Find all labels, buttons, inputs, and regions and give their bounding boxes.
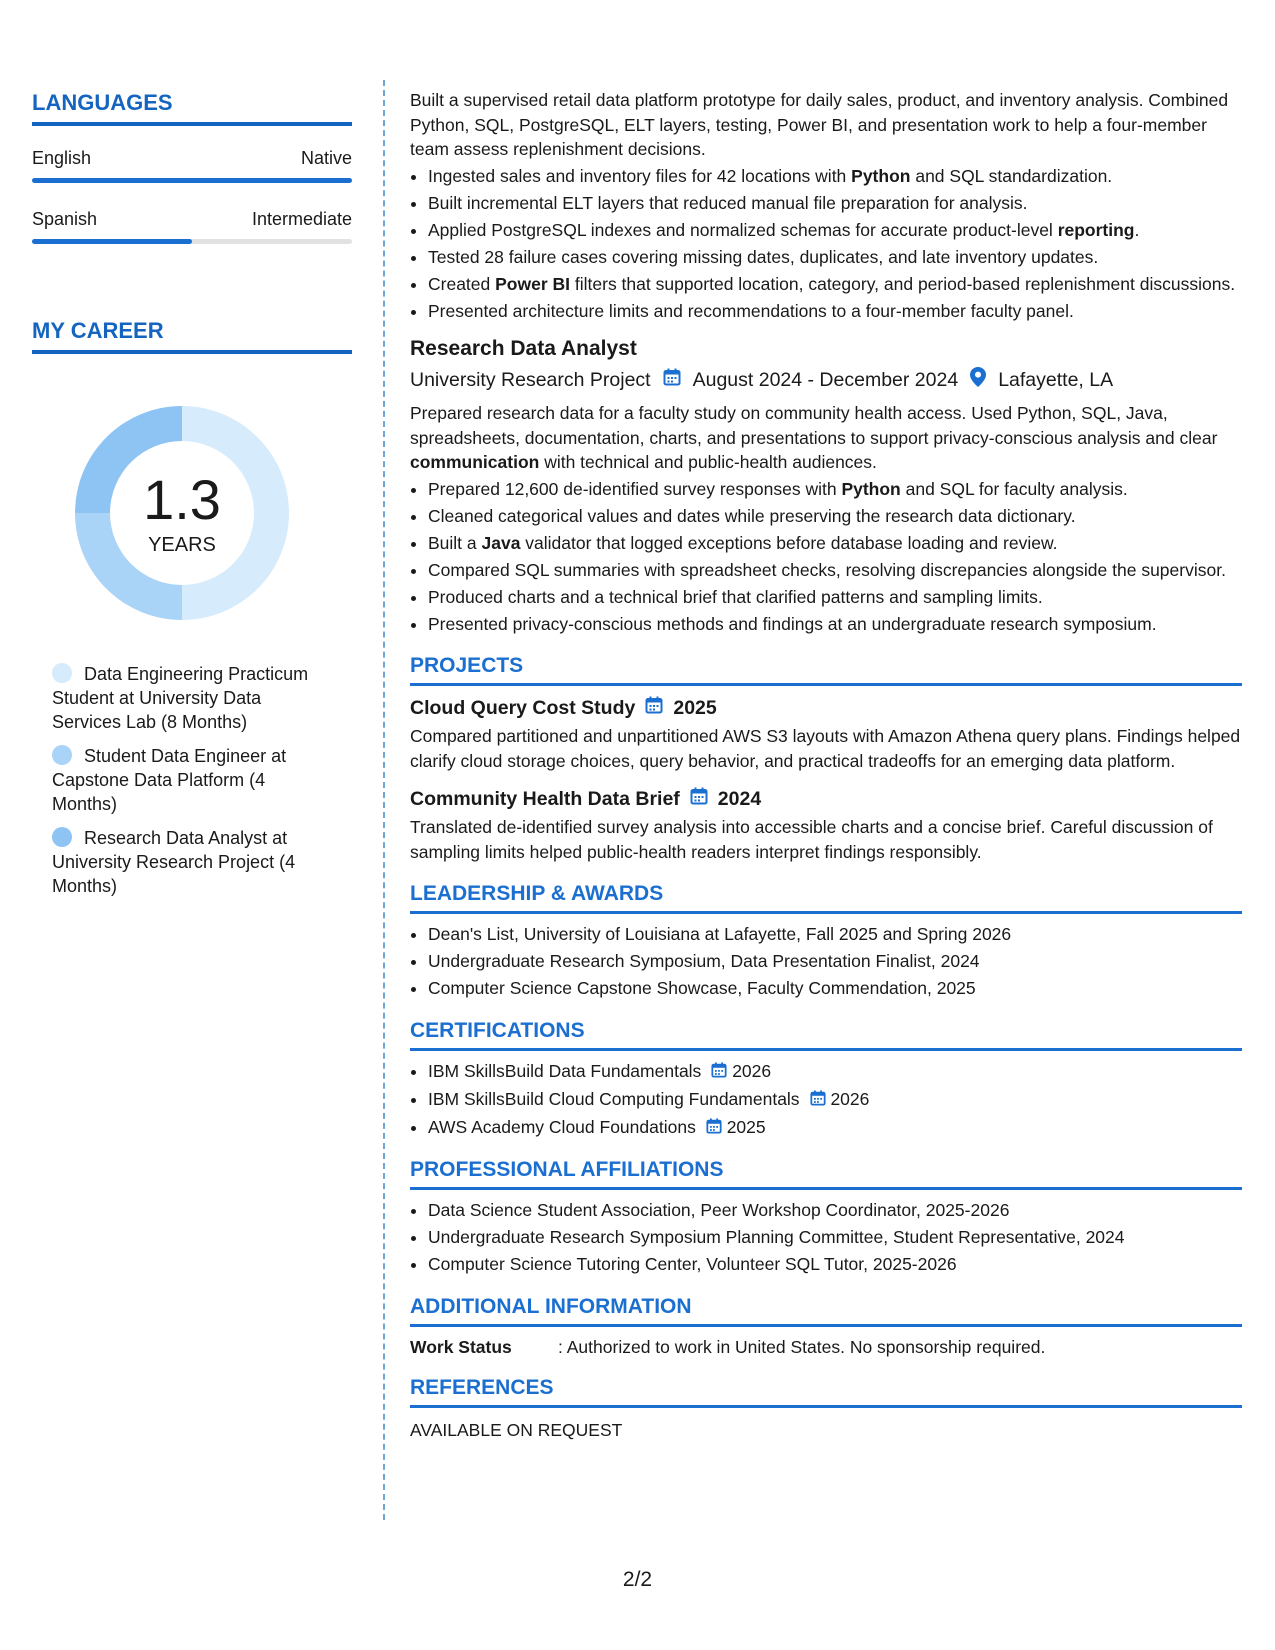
additional-info-key: Work Status (410, 1336, 512, 1357)
bullet-text: Cleaned categorical values and dates while preserving the research data dictionary. (428, 505, 1076, 526)
affiliations-title: PROFESSIONAL AFFILIATIONS (410, 1158, 1242, 1190)
project-description: Compared partitioned and unpartitioned AWS S3 layouts with Amazon Athena query plans. Findings helped clarify cloud storage choices, query behavior, and practical tradeoffs for an emerging data platform. (410, 726, 1241, 771)
bullet-text: Created (428, 273, 496, 294)
job-bullets (410, 477, 1242, 637)
calendar-icon (810, 1088, 826, 1113)
awards-list (410, 922, 1242, 1001)
additional-info-title: ADDITIONAL INFORMATION (410, 1295, 1242, 1327)
bullet-bold: Python (841, 478, 901, 499)
job-meta (410, 367, 1242, 393)
job-description (410, 401, 1242, 475)
bullet-text: Built incremental ELT layers that reduced manual file preparation for analysis. (428, 192, 1028, 213)
list-item: • Computer Science Capstone Showcase, Faculty Commendation, 2025 (428, 976, 1242, 1001)
career-total: 1.3 (143, 468, 221, 531)
additional-info-value: : Authorized to work in United States. No sponsorship required. (558, 1336, 1046, 1357)
bullet-text: . (1134, 219, 1140, 240)
bullet-bold: Power BI (495, 273, 571, 294)
projects-title: PROJECTS (410, 654, 1242, 686)
references-title: REFERENCES (410, 1376, 1242, 1408)
bullet-text: filters that supported location, category, and period-based replenishment discussions. (570, 273, 1236, 294)
career-item-text: Data Engineering Practicum Student at University Data Services Lab (8 Months) (52, 664, 309, 732)
bullet-text: Presented architecture limits and recommendations to a four-member faculty panel. (428, 300, 1074, 321)
career-list (32, 662, 352, 898)
job-org: University Research Project (410, 368, 651, 391)
bullet-bold: Python (851, 165, 911, 186)
project-title: Cloud Query Cost Study (410, 696, 636, 719)
bullet-text: Ingested sales and inventory files for 42 locations with (428, 165, 852, 186)
bullet-bold: reporting (1057, 219, 1135, 240)
list-item (428, 299, 1242, 324)
language-item (32, 209, 352, 244)
bullet-text: Presented privacy-conscious methods and findings at an undergraduate research symposium. (428, 613, 1157, 634)
list-item (428, 477, 1242, 502)
language-name: Spanish (32, 209, 98, 229)
list-item (428, 272, 1242, 297)
affiliations-list (410, 1198, 1242, 1277)
project-description: Translated de-identified survey analysis into accessible charts and a concise brief. Careful discussion of sampling limits helped public-health readers interpret findings responsibly. (410, 817, 1213, 862)
intro-bullets (410, 164, 1242, 324)
references-value: AVAILABLE ON REQUEST (410, 1419, 623, 1440)
cert-name: IBM SkillsBuild Data Fundamentals (428, 1060, 702, 1081)
bullet-text: Tested 28 failure cases covering missing dates, duplicates, and late inventory updates. (428, 246, 1099, 267)
intro-paragraph: Built a supervised retail data platform prototype for daily sales, product, and inventory analysis. Combined Python, SQL, PostgreSQL, ELT layers, testing, Power BI, and presentation work to help a four-member team assess replenishment decisions. (410, 90, 1229, 159)
cert-year: 2025 (726, 1116, 766, 1137)
list-item (428, 558, 1242, 583)
list-item: • Computer Science Tutoring Center, Volunteer SQL Tutor, 2025-2026 (428, 1252, 1242, 1277)
list-item: • Undergraduate Research Symposium, Data Presentation Finalist, 2024 (428, 949, 1242, 974)
career-donut (67, 398, 297, 628)
language-item (32, 148, 352, 183)
awards-title: LEADERSHIP & AWARDS (410, 882, 1242, 914)
bullet-text: Compared SQL summaries with spreadsheet checks, resolving discrepancies alongside the supervisor. (428, 559, 1226, 580)
career-dot-icon (52, 663, 72, 683)
career-item-text: Research Data Analyst at University Research Project (4 Months) (52, 828, 296, 896)
list-item: • Data Science Student Association, Peer Workshop Coordinator, 2025-2026 (428, 1198, 1242, 1223)
career-item-text: Student Data Engineer at Capstone Data Platform (4 Months) (52, 746, 287, 814)
career-unit: YEARS (148, 534, 216, 556)
bullet-bold: Java (481, 532, 521, 553)
calendar-icon (663, 368, 681, 392)
job-location: Lafayette, LA (998, 368, 1114, 391)
language-level: Native (300, 148, 352, 168)
language-bar (32, 178, 352, 183)
certifications-list (410, 1059, 1242, 1141)
bullet-text: Prepared 12,600 de-identified survey responses with (428, 478, 842, 499)
calendar-icon (690, 787, 708, 811)
bullet-text: Built a (428, 532, 482, 553)
list-item (428, 218, 1242, 243)
column-divider (383, 80, 385, 1520)
project-year: 2025 (673, 696, 717, 719)
list-item (428, 1059, 1242, 1085)
cert-name: IBM SkillsBuild Cloud Computing Fundamentals (428, 1088, 800, 1109)
page-number: 2/2 (622, 1568, 653, 1591)
job-description-text: Prepared research data for a faculty study on community health access. Used Python, SQL, Java, spreadsheets, documentation, charts, and presentations to support privacy-conscious analysis and clear (410, 403, 1218, 448)
calendar-icon (645, 696, 663, 720)
location-pin-icon (970, 367, 986, 393)
job-description-text: with technical and public-health audiences. (539, 452, 877, 472)
list-item: • Dean's List, University of Louisiana at Lafayette, Fall 2025 and Spring 2026 (428, 922, 1242, 947)
list-item (428, 191, 1242, 216)
career-dot-icon (52, 745, 72, 765)
cert-year: 2026 (830, 1088, 870, 1109)
list-item (428, 1087, 1242, 1113)
calendar-icon (711, 1060, 727, 1085)
list-item: • Undergraduate Research Symposium Planning Committee, Student Representative, 2024 (428, 1225, 1242, 1250)
language-level: Intermediate (251, 209, 352, 229)
career-item (52, 744, 322, 816)
main-content (410, 88, 1242, 1442)
job-title: Research Data Analyst (410, 337, 637, 360)
list-item (428, 504, 1242, 529)
bullet-text: Applied PostgreSQL indexes and normalized schemas for accurate product-level (428, 219, 1058, 240)
certifications-title: CERTIFICATIONS (410, 1019, 1242, 1051)
language-bar-fill (32, 178, 352, 183)
bullet-text: and SQL standardization. (910, 165, 1113, 186)
languages-title: LANGUAGES (32, 90, 352, 126)
project-title: Community Health Data Brief (410, 787, 680, 810)
project-year: 2024 (717, 787, 762, 810)
job-description-bold: communication (410, 452, 540, 472)
language-name: English (32, 148, 92, 168)
list-item (428, 164, 1242, 189)
sidebar (32, 0, 352, 908)
bullet-text: validator that logged exceptions before database loading and review. (520, 532, 1058, 553)
list-item (428, 531, 1242, 556)
career-item (52, 826, 322, 898)
cert-name: AWS Academy Cloud Foundations (428, 1116, 696, 1137)
career-dot-icon (52, 827, 72, 847)
list-item (428, 612, 1242, 637)
list-item (428, 1115, 1242, 1141)
language-bar (32, 239, 352, 244)
bullet-text: Produced charts and a technical brief that clarified patterns and sampling limits. (428, 586, 1043, 607)
list-item (428, 245, 1242, 270)
career-title: MY CAREER (32, 318, 352, 354)
project-heading (410, 787, 1242, 811)
additional-info-row (410, 1337, 1242, 1358)
project-heading (410, 696, 1242, 720)
career-item (52, 662, 322, 734)
calendar-icon (706, 1116, 722, 1141)
job-dates: August 2024 - December 2024 (692, 368, 959, 391)
language-bar-fill (32, 239, 192, 244)
list-item (428, 585, 1242, 610)
bullet-text: and SQL for faculty analysis. (900, 478, 1128, 499)
cert-year: 2026 (732, 1060, 772, 1081)
